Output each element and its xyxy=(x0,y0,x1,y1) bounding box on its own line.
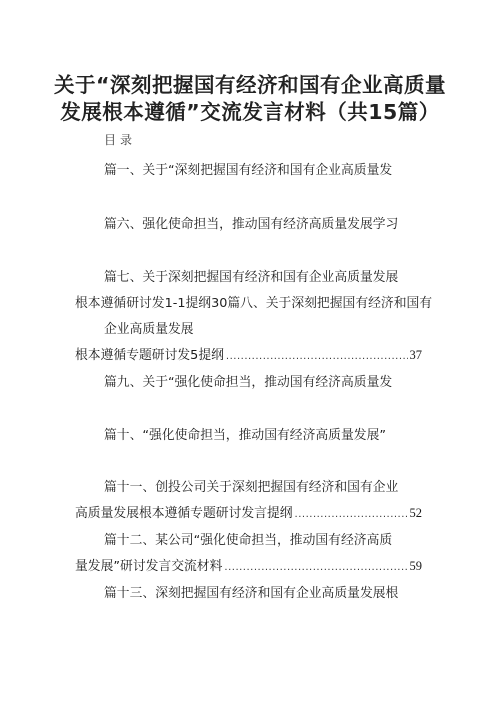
toc-entry-10[interactable]: 篇十、“强化使命担当，推动国有经济高质量发展” xyxy=(104,428,386,443)
page-number: 59 xyxy=(409,559,422,573)
toc-entry-text: 高质量发展根本遵循专题研讨发言提纲 xyxy=(75,506,293,521)
toc-entry-12-leader[interactable] xyxy=(75,555,422,574)
page-number: 37 xyxy=(409,348,422,362)
document-title-line-1: 关于“深刻把握国有经济和国有企业高质量 xyxy=(54,73,446,97)
toc-entry-9[interactable]: 篇九、关于“强化使命担当，推动国有经济高质量发 xyxy=(104,375,393,390)
toc-entry-8-leader[interactable] xyxy=(75,344,422,363)
toc-entry-7[interactable]: 篇七、关于深刻把握国有经济和国有企业高质量发展 xyxy=(104,270,399,285)
toc-entry-13[interactable]: 篇十三、深刻把握国有经济和国有企业高质量发展根 xyxy=(104,586,399,601)
dot-leader xyxy=(226,351,408,362)
document-title-line-2: 发展根本遵循”交流发言材料（共15篇） xyxy=(60,100,440,124)
toc-entry-11-leader[interactable] xyxy=(75,502,422,521)
toc-entry-12[interactable]: 篇十二、某公司“强化使命担当，推动国有经济高质 xyxy=(104,533,393,548)
toc-entry-11[interactable]: 篇十一、创投公司关于深刻把握国有经济和国有企业 xyxy=(104,480,399,495)
toc-entry-1[interactable]: 篇一、关于“深刻把握国有经济和国有企业高质量发 xyxy=(104,163,393,178)
dot-leader xyxy=(295,509,408,520)
toc-entry-6[interactable]: 篇六、强化使命担当，推动国有经济高质量发展学习 xyxy=(104,217,399,232)
toc-entry-text: 量发展”研讨发言交流材料 xyxy=(75,559,223,574)
toc-entry-8-cont[interactable]: 企业高质量发展 xyxy=(104,322,194,337)
dot-leader xyxy=(224,562,407,573)
toc-entry-text: 根本遵循专题研讨发5提纲 xyxy=(75,348,224,363)
toc-label: 目录 xyxy=(104,133,137,147)
toc-entry-7-cont[interactable]: 根本遵循研讨发1-1提纲30篇八、关于深刻把握国有经济和国有 xyxy=(75,296,433,311)
page-number: 52 xyxy=(409,506,422,520)
